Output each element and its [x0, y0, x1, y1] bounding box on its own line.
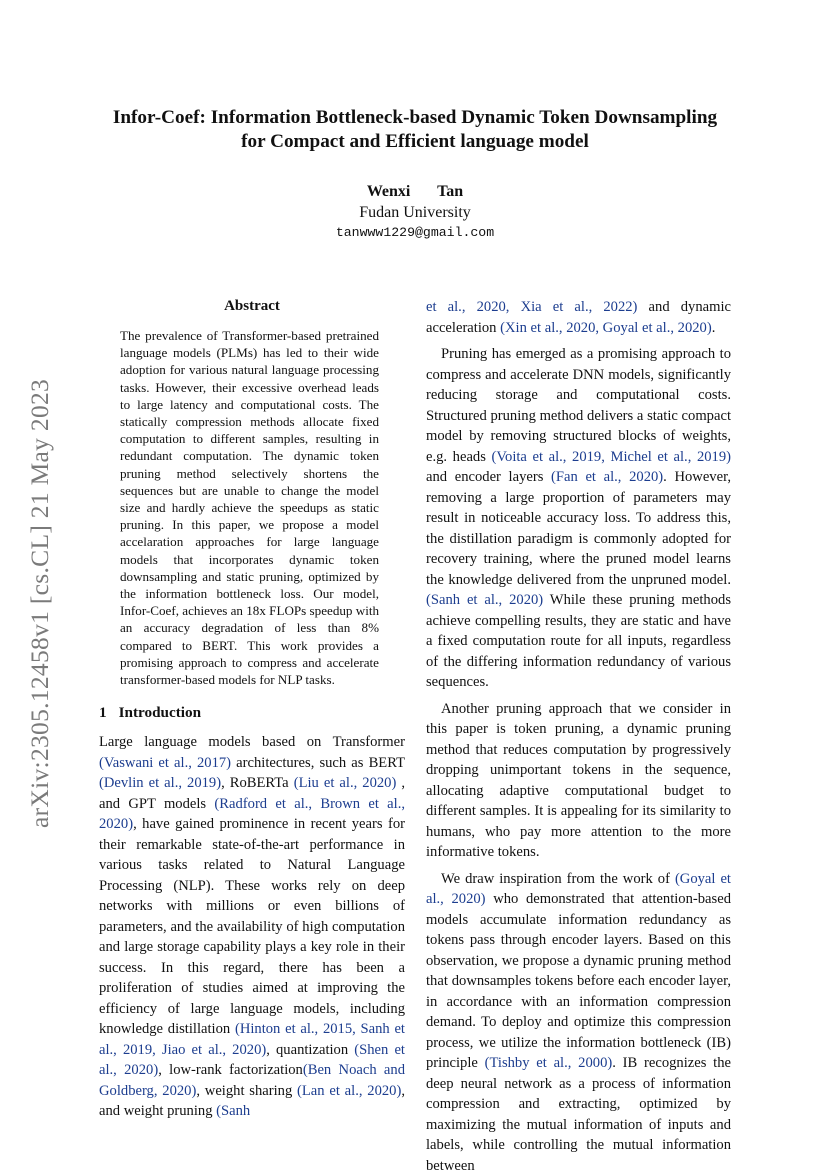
title-line-1: Infor-Coef: Information Bottleneck-based Dynamic Token Downsampling	[90, 106, 740, 130]
paragraph-continuation: et al., 2020, Xia et al., 2022) and dynamic acceleration (Xin et al., 2020, Goyal et al., 2020).	[426, 297, 731, 338]
citation-link[interactable]: (Tishby et al., 2000)	[485, 1055, 613, 1071]
section-title: Introduction	[119, 704, 201, 721]
section-number: 1	[99, 704, 107, 721]
citation-link[interactable]: (Lan et al., 2020)	[297, 1083, 401, 1099]
section-heading-introduction	[99, 703, 405, 723]
author-email[interactable]: tanwww1229@gmail.com	[90, 223, 740, 243]
paper-title	[90, 106, 740, 154]
citation-link[interactable]: (Shen et al., 2020)	[99, 1042, 405, 1079]
author-block	[90, 182, 740, 243]
citation-link[interactable]: (Voita et al., 2019, Michel et al., 2019)	[492, 449, 732, 465]
author-name: Wenxi Tan	[90, 182, 740, 202]
citation-link[interactable]: (Vaswani et al., 2017)	[99, 755, 231, 771]
right-column	[426, 297, 731, 1176]
citation-link[interactable]: (Hinton et al., 2015, Sanh et al., 2019, Jiao et al., 2020)	[99, 1021, 405, 1058]
citation-link[interactable]: (Devlin et al., 2019)	[99, 775, 221, 791]
paragraph-token-pruning: Another pruning approach that we consider in this paper is token pruning, a dynamic pruning method that reduces computation by progressively dropping unimportant tokens in the sequence, allocating adaptive computational budget to different samples. It is appealing for its similarity to humans, who pay more attention to the more informative tokens.	[426, 699, 731, 863]
citation-link[interactable]: (Fan et al., 2020)	[551, 469, 663, 485]
abstract-text: The prevalence of Transformer-based pretrained language models (PLMs) has led to their wide adoption for various natural language processing tasks. However, their excessive overhead leads to large latency and computational costs. The statically compression methods allocate fixed computation to different samples, resulting in redundant computation. The dynamic token pruning method selectively shortens the sequences but are unable to change the model size and hardly achieve the speedups as static pruning. In this paper, we propose a model accelaration approaches for large language models that incorporates dynamic token downsampling and static pruning, optimized by the information bottleneck loss. Our model, Infor-Coef, achieves an 18x FLOPs speedup with an accuracy degradation of less than 8% compared to BERT. This work provides a promising approach to compress and accelerate transformer-based models for NLP tasks.	[120, 327, 379, 688]
paragraph-inspiration: We draw inspiration from the work of (Goyal et al., 2020) who demonstrated that attention-based models accumulate information redundancy as tokens pass through encoder layers. Based on this observation, we propose a dynamic pruning method that downsamples tokens before each encoder layer, in accordance with an information compression demand. To deploy and optimize this compression process, we utilize the information bottleneck (IB) principle (Tishby et al., 2000). IB recognizes the deep neural network as a process of information compression and extracting, optimized by maximizing the mutual information of inputs and labels, while controlling the mutual information between	[426, 869, 731, 1176]
abstract-heading: Abstract	[99, 296, 405, 316]
citation-link[interactable]: (Xin et al., 2020, Goyal et al., 2020)	[500, 320, 712, 336]
citation-link[interactable]: (Liu et al., 2020)	[294, 775, 397, 791]
citation-link[interactable]: (Sanh	[216, 1103, 250, 1119]
citation-link[interactable]: (Goyal et al., 2020)	[426, 871, 731, 908]
citation-link[interactable]: (Sanh et al., 2020)	[426, 592, 543, 608]
author-affiliation: Fudan University	[90, 202, 740, 223]
citation-link[interactable]: (Ben Noach and Goldberg, 2020)	[99, 1062, 405, 1099]
paragraph-pruning: Pruning has emerged as a promising approach to compress and accelerate DNN models, significantly reducing storage and computational costs. Structured pruning method delivers a static compact model by removing structured blocks of weights, e.g. heads (Voita et al., 2019, Michel et al., 2019) and encoder layers (Fan et al., 2020). However, removing a large proportion of parameters may result in noticeable accuracy loss. To address this, the distillation paradigm is commonly adopted for recovery training, where the pruned model learns the knowledge delivered from the unpruned model. (Sanh et al., 2020) While these pruning methods achieve compelling results, they are static and have a fixed computation route for all inputs, regardless of the differing information redundancy of various sequences.	[426, 344, 731, 693]
left-column	[99, 296, 405, 1122]
citation-link[interactable]: (Radford et al., Brown et al., 2020)	[99, 796, 405, 833]
title-line-2: for Compact and Efficient language model	[90, 130, 740, 154]
citation-link[interactable]: et al., 2020, Xia et al., 2022)	[426, 299, 637, 315]
arxiv-stamp: arXiv:2305.12458v1 [cs.CL] 21 May 2023	[25, 358, 61, 848]
intro-paragraph-1: Large language models based on Transformer (Vaswani et al., 2017) architectures, such as BERT (Devlin et al., 2019), RoBERTa (Liu et al., 2020) , and GPT models (Radford et al., Brown et al., 2020), have gained prominence in recent years for their remarkable state-of-the-art performance in various tasks related to Natural Language Processing (NLP). These works rely on deep networks with millions or even billions of parameters, and the availability of high computation and large storage capability plays a key role in their success. In this regard, there has been a proliferation of studies aimed at improving the efficiency of large language models, including knowledge distillation (Hinton et al., 2015, Sanh et al., 2019, Jiao et al., 2020), quantization (Shen et al., 2020), low-rank factorization(Ben Noach and Goldberg, 2020), weight sharing (Lan et al., 2020), and weight pruning (Sanh	[99, 732, 405, 1122]
